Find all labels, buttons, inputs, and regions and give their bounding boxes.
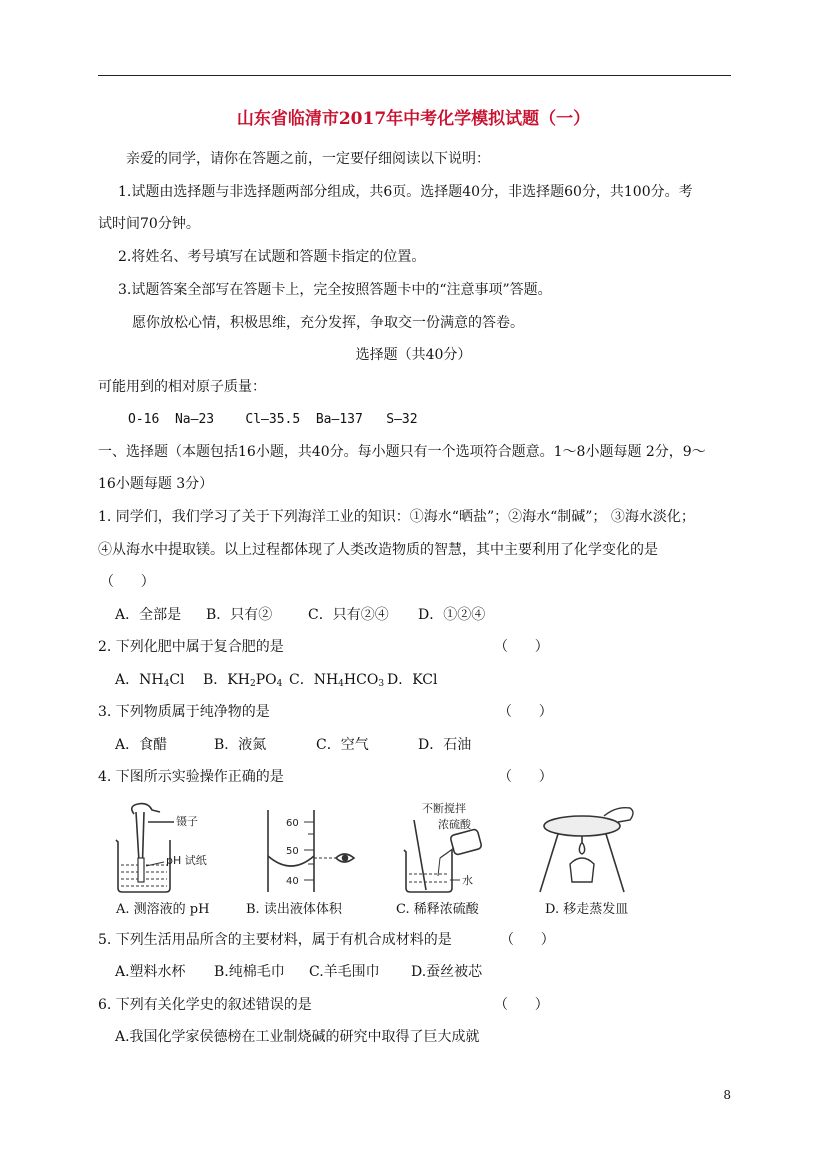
intro-wish: 愿你放松心情，积极思维，充分发挥，争取交一份满意的答卷。 [132, 315, 524, 331]
question-2-blank[interactable]: （ ） [494, 639, 549, 655]
atomic-mass-values: O-16 Na—23 Cl—35.5 Ba—137 S—32 [128, 412, 418, 427]
intro-note-3: 3.试题答案全部写在答题卡上，完全按照答题卡中的“注意事项”答题。 [118, 282, 552, 298]
question-2-option-d[interactable]: D．KCl [387, 672, 438, 688]
figure-c-caption: C. 稀释浓硫酸 [396, 902, 479, 917]
question-1-stem: 1. 同学们，我们学习了关于下列海洋工业的知识：①海水“晒盐”；②海水“制碱”； ③海水淡化； [98, 509, 695, 525]
question-5-option-b[interactable]: B.纯棉毛巾 [214, 964, 285, 980]
figure-c-label-water: 水 [462, 874, 473, 887]
question-2-stem: 2. 下列化肥中属于复合肥的是 [98, 639, 284, 655]
eye-icon [336, 854, 354, 862]
figure-c-dilute-acid [394, 800, 504, 895]
question-3-option-a[interactable]: A．食醋 [115, 737, 168, 753]
figure-c-label-stir: 不断搅拌 [422, 802, 466, 815]
figure-c-label-acid: 浓硫酸 [438, 818, 471, 831]
question-2-option-a[interactable]: A．$NH_4Cl$ [115, 672, 185, 689]
ph-paper-icon [138, 858, 144, 882]
figure-a-ph-test [108, 800, 218, 895]
intro-note-2: 2.将姓名、考号填写在试题和答题卡指定的位置。 [118, 249, 426, 265]
question-3-option-d[interactable]: D．石油 [418, 737, 472, 753]
figure-a-label-ph-paper: pH 试纸 [166, 854, 207, 867]
figure-d-evaporating-dish [530, 800, 642, 900]
evaporating-dish-icon [544, 816, 620, 836]
header-rule [98, 75, 731, 76]
question-1-stem-cont: ④从海水中提取镁。以上过程都体现了人类改造物质的智慧，其中主要利用了化学变化的是 [98, 542, 658, 558]
meniscus-icon [268, 856, 314, 866]
question-5-stem: 5. 下列生活用品所含的主要材料，属于有机合成材料的是 [98, 932, 452, 948]
figure-d-caption: D. 移走蒸发皿 [545, 902, 629, 917]
question-1-blank[interactable]: （ ） [100, 574, 155, 590]
atomic-mass-label: 可能用到的相对原子质量： [98, 379, 266, 395]
reagent-bottle-icon [440, 829, 482, 858]
question-6-stem: 6. 下列有关化学史的叙述错误的是 [98, 997, 312, 1013]
intro-greeting: 亲爱的同学，请你在答题之前，一定要仔细阅读以下说明： [126, 151, 490, 167]
question-3-stem: 3. 下列物质属于纯净物的是 [98, 704, 270, 720]
question-3-option-b[interactable]: B．液氮 [214, 737, 267, 753]
figure-a-caption: A. 测溶液的 pH [116, 902, 210, 917]
tick-50: 50 [286, 846, 299, 857]
question-1-option-d[interactable]: D．①②④ [418, 607, 486, 623]
question-4-blank[interactable]: （ ） [498, 769, 553, 785]
glass-rod-icon [414, 820, 426, 890]
question-1-option-b[interactable]: B．只有② [206, 607, 273, 623]
question-6-option-a[interactable]: A.我国化学家侯德榜在工业制烧碱的研究中取得了巨大成就 [115, 1029, 480, 1045]
intro-note-1: 1.试题由选择题与非选择题两部分组成，共6页。选择题40分，非选择题60分，共100分。考 [118, 184, 693, 200]
part1-instructions-cont: 16小题每题 3分） [98, 476, 214, 492]
intro-note-1-cont: 试时间70分钟。 [98, 216, 200, 232]
figure-b-read-volume [262, 800, 362, 895]
page-title: 山东省临清市2017年中考化学模拟试题（一） [236, 109, 591, 129]
tick-60: 60 [286, 818, 299, 829]
page-number: 8 [723, 1088, 731, 1102]
part1-instructions: 一、选择题（本题包括16小题，共40分。每小题只有一个选项符合题意。1～8小题每题 2分，9～ [98, 444, 706, 460]
question-3-blank[interactable]: （ ） [498, 704, 553, 720]
alcohol-lamp-icon [570, 843, 594, 882]
beaker-icon [404, 850, 452, 892]
question-2-option-c[interactable]: C．$NH_4HCO_3$ [289, 672, 385, 689]
question-6-blank[interactable]: （ ） [494, 997, 549, 1013]
question-5-option-a[interactable]: A.塑料水杯 [115, 964, 186, 980]
question-2-option-b[interactable]: B．$KH_2PO_4$ [203, 672, 283, 689]
tick-40: 40 [286, 876, 299, 887]
question-5-option-d[interactable]: D.蚕丝被芯 [411, 964, 483, 980]
question-5-option-c[interactable]: C.羊毛围巾 [309, 964, 380, 980]
question-5-blank[interactable]: （ ） [500, 932, 555, 948]
figure-b-caption: B. 读出液体体积 [246, 902, 342, 917]
question-4-stem: 4. 下图所示实验操作正确的是 [98, 769, 284, 785]
question-1-option-a[interactable]: A．全部是 [115, 607, 182, 623]
question-3-option-c[interactable]: C．空气 [316, 737, 369, 753]
figure-a-label-tweezers: 镊子 [176, 815, 198, 828]
question-1-option-c[interactable]: C．只有②④ [308, 607, 389, 623]
section-heading: 选择题（共40分） [355, 347, 472, 363]
